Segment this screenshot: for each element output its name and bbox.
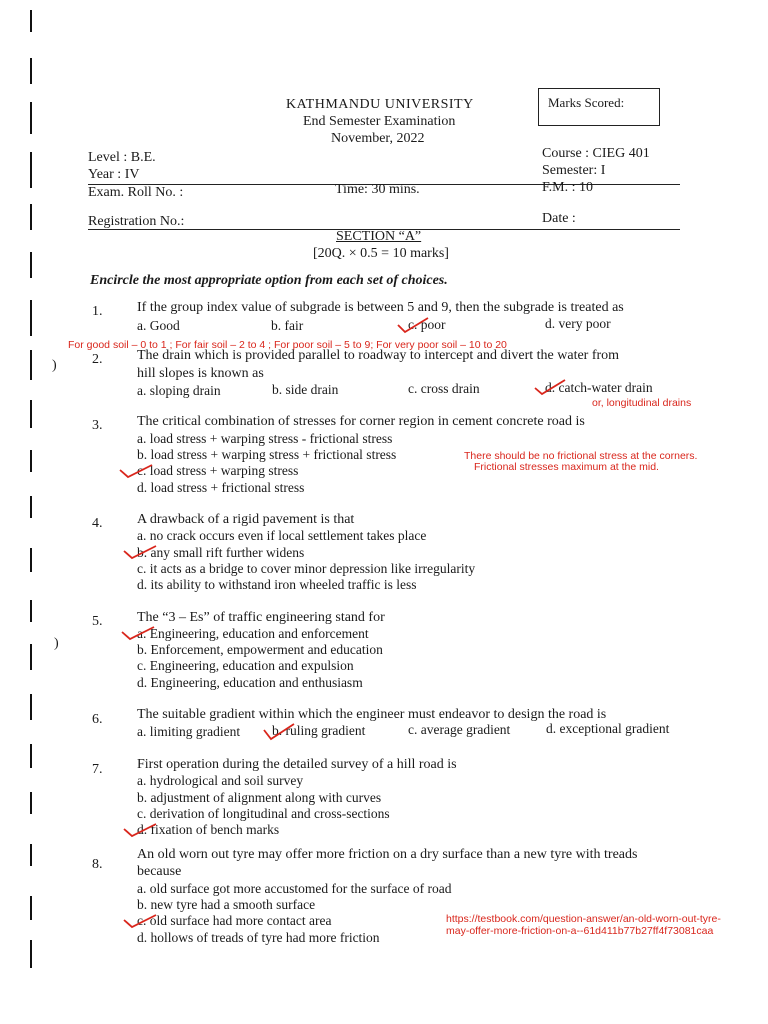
- roll-no-field: Exam. Roll No. :: [88, 185, 184, 200]
- answer-tick-icon: [118, 462, 154, 480]
- option-d: d. its ability to withstand iron wheeled traffic is less: [137, 577, 417, 592]
- marks-scored-label: Marks Scored:: [548, 95, 625, 110]
- answer-tick-icon: [122, 912, 158, 930]
- course-field: Course : CIEG 401: [542, 146, 650, 161]
- option-c: c. Engineering, education and expulsion: [137, 658, 354, 673]
- question-text: The drain which is provided parallel to roadway to intercept and divert the water from: [137, 348, 620, 363]
- option-c: c. load stress + warping stress: [137, 463, 299, 478]
- question-number: 5.: [92, 614, 103, 629]
- option-d: d. exceptional gradient: [546, 721, 670, 736]
- option-b: b. any small rift further widens: [137, 545, 305, 560]
- option-d: d. load stress + frictional stress: [137, 480, 305, 495]
- option-d: d. hollows of treads of tyre had more friction: [137, 930, 380, 945]
- note-q3-line1: There should be no frictional stress at the corners.: [464, 450, 698, 462]
- question-number: 6.: [92, 712, 103, 727]
- registration-field: Registration No.:: [88, 214, 185, 229]
- question-text: because: [137, 864, 182, 879]
- marks-scored-box: [538, 88, 660, 126]
- option-b: b. Enforcement, empowerment and education: [137, 642, 383, 657]
- question-number: 8.: [92, 857, 103, 872]
- answer-tick-icon: [262, 722, 296, 742]
- option-b: b. fair: [271, 318, 304, 333]
- question-text: A drawback of a rigid pavement is that: [137, 512, 355, 527]
- section-marks: [20Q. × 0.5 = 10 marks]: [313, 246, 449, 261]
- question-text: The critical combination of stresses for corner region in cement concrete road is: [137, 414, 585, 429]
- option-a: a. limiting gradient: [137, 724, 241, 739]
- option-d: d. catch-water drain: [545, 380, 653, 395]
- note-q8-line1: https://testbook.com/question-answer/an-old-worn-out-tyre-: [446, 913, 721, 925]
- note-q2: or, longitudinal drains: [592, 397, 692, 409]
- option-a: a. load stress + warping stress - frictional stress: [137, 431, 393, 446]
- level-field: Level : B.E.: [88, 150, 156, 165]
- year-field: Year : IV: [88, 167, 140, 182]
- exam-date: November, 2022: [331, 131, 425, 146]
- option-a: a. old surface got more accustomed for the surface of road: [137, 881, 452, 896]
- option-b: b. ruling gradient: [272, 723, 366, 738]
- option-c: c. poor: [408, 317, 446, 332]
- option-a: a. hydrological and soil survey: [137, 773, 304, 788]
- answer-tick-icon: [396, 316, 430, 334]
- question-number: 4.: [92, 516, 103, 531]
- answer-tick-icon: [122, 821, 158, 839]
- exam-title: End Semester Examination: [303, 114, 456, 129]
- fm-field: F.M. : 10: [542, 180, 594, 195]
- option-d: d. fixation of bench marks: [137, 822, 280, 837]
- note-q3-line2: Frictional stresses maximum at the mid.: [474, 461, 659, 473]
- question-number: 3.: [92, 418, 103, 433]
- question-text: An old worn out tyre may offer more friction on a dry surface than a new tyre with treads: [137, 847, 638, 862]
- date-field: Date :: [542, 211, 576, 226]
- time-field: Time: 30 mins.: [335, 182, 420, 197]
- option-b: b. load stress + warping stress + frictional stress: [137, 447, 397, 462]
- question-text: The suitable gradient within which the engineer must endeavor to design the road is: [137, 707, 607, 722]
- option-b: b. new tyre had a smooth surface: [137, 897, 316, 912]
- question-text: If the group index value of subgrade is between 5 and 9, then the subgrade is treated as: [137, 300, 624, 315]
- answer-tick-icon: [120, 624, 156, 642]
- option-d: d. very poor: [545, 316, 611, 331]
- option-d: d. Engineering, education and enthusiasm: [137, 675, 363, 690]
- question-text: The “3 – Es” of traffic engineering stand for: [137, 610, 385, 625]
- option-b: b. side drain: [272, 382, 339, 397]
- question-text: hill slopes is known as: [137, 366, 264, 381]
- question-number: 7.: [92, 762, 103, 777]
- option-a: a. Good: [137, 318, 180, 333]
- university-name: KATHMANDU UNIVERSITY: [286, 97, 474, 112]
- option-c: c. old surface had more contact area: [137, 913, 332, 928]
- option-a: a. sloping drain: [137, 383, 221, 398]
- option-a: a. Engineering, education and enforcement: [137, 626, 369, 641]
- option-c: c. cross drain: [408, 381, 480, 396]
- question-text: First operation during the detailed survey of a hill road is: [137, 757, 457, 772]
- question-number: 1.: [92, 304, 103, 319]
- option-c: c. derivation of longitudinal and cross-sections: [137, 806, 390, 821]
- question-number: 2.: [92, 352, 103, 367]
- note-q8-line2: may-offer-more-friction-on-a--61d411b77b27ff4f73081caa: [446, 925, 714, 937]
- semester-field: Semester: I: [542, 163, 606, 178]
- option-c: c. average gradient: [408, 722, 511, 737]
- note-q1: For good soil – 0 to 1 ; For fair soil – 2 to 4 ; For poor soil – 5 to 9; For very poor soil – 10 to 20: [68, 339, 507, 351]
- answer-tick-icon: [533, 378, 567, 396]
- section-title: SECTION “A”: [336, 229, 422, 244]
- option-b: b. adjustment of alignment along with curves: [137, 790, 382, 805]
- answer-tick-icon: [122, 543, 158, 561]
- instruction-text: Encircle the most appropriate option from each set of choices.: [90, 273, 448, 288]
- option-a: a. no crack occurs even if local settlement takes place: [137, 528, 427, 543]
- option-c: c. it acts as a bridge to cover minor depression like irregularity: [137, 561, 476, 576]
